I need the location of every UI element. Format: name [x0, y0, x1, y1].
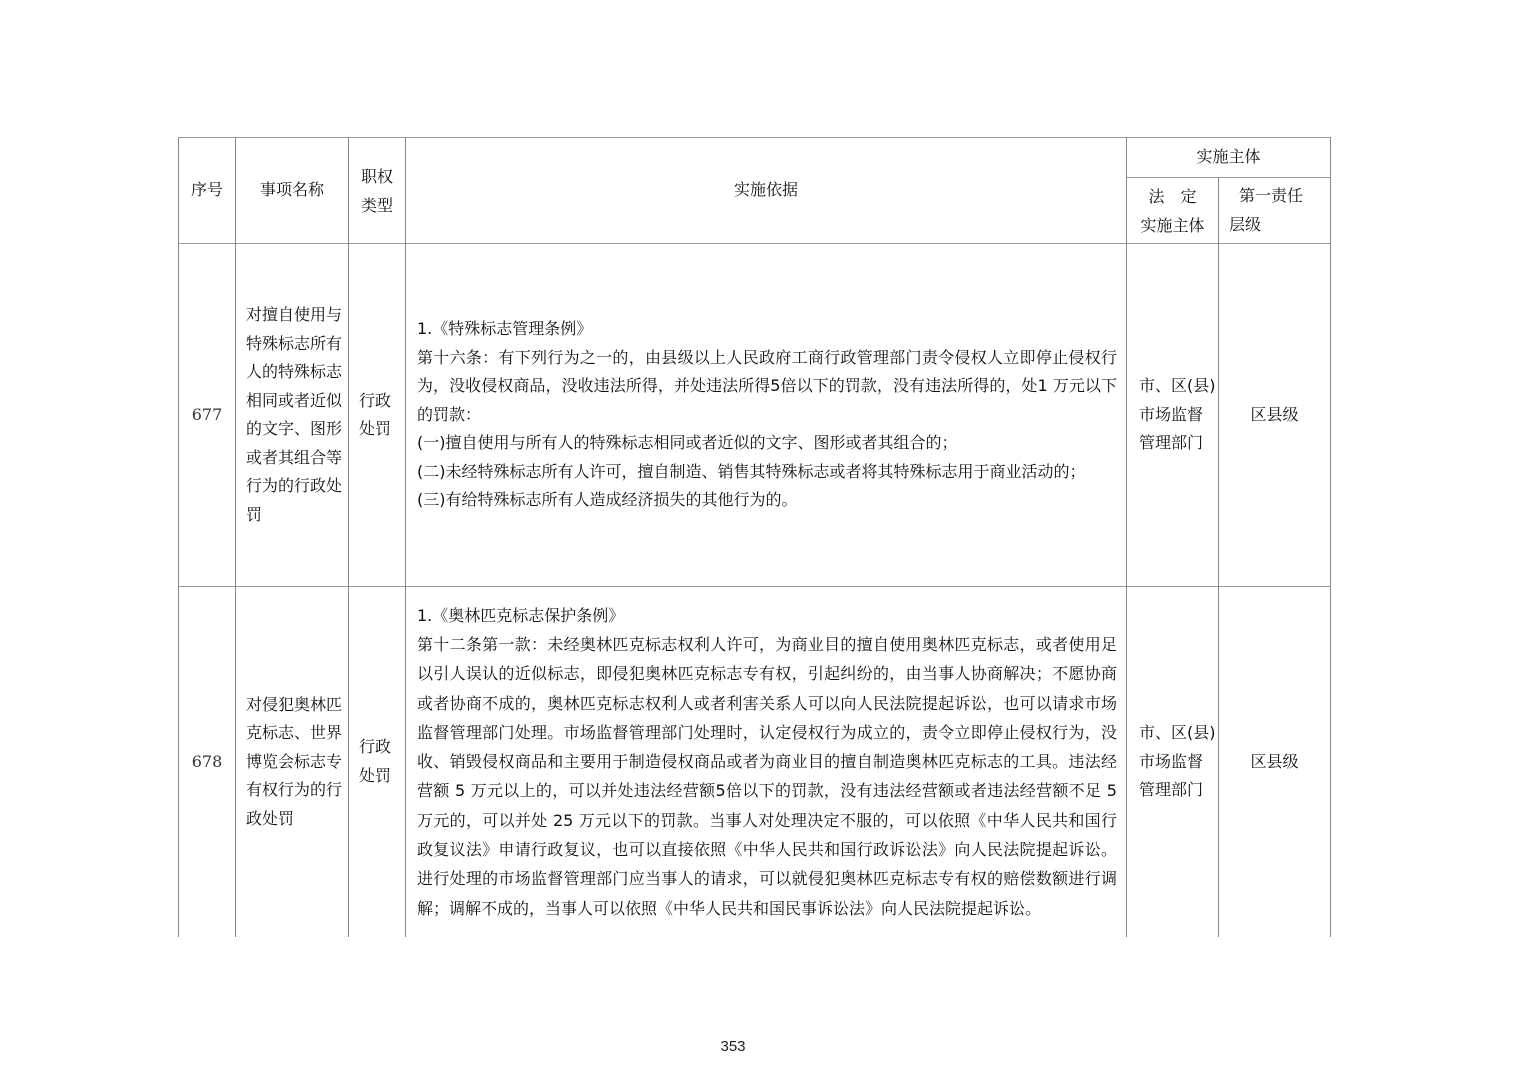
header-name: 事项名称 — [236, 138, 349, 244]
header-subject-group: 实施主体 — [1127, 138, 1331, 178]
row-type-line2: 处罚 — [359, 419, 392, 438]
row-type-line2: 处罚 — [359, 765, 392, 785]
row-type — [349, 587, 406, 937]
table-row — [179, 587, 1331, 937]
header-first-level — [1219, 178, 1331, 244]
row-subject: 市、区(县)市场监督管理部门 — [1127, 244, 1219, 587]
row-name: 对擅自使用与特殊标志所有人的特殊标志相同或者近似的文字、图形或者其组合等行为的行政处罚 — [236, 244, 349, 587]
basis-paragraph: (一)擅自使用与所有人的特殊标志相同或者近似的文字、图形或者其组合的； — [417, 433, 958, 453]
basis-paragraph: 1.《奥林匹克标志保护条例》 — [417, 605, 625, 625]
header-legal-subject-line2: 实施主体 — [1140, 215, 1205, 235]
table-row — [179, 244, 1331, 587]
row-basis — [406, 587, 1127, 937]
basis-paragraph: (二)未经特殊标志所有人许可，擅自制造、销售其特殊标志或者将其特殊标志用于商业活动的； — [417, 461, 1086, 481]
row-name: 对侵犯奥林匹克标志、世界博览会标志专有权行为的行政处罚 — [236, 587, 349, 937]
row-type — [349, 244, 406, 587]
header-first-level-line2: 层级 — [1229, 214, 1262, 234]
row-type-line1: 行政 — [359, 390, 392, 410]
row-subject: 市、区(县)市场监督管理部门 — [1127, 587, 1219, 937]
header-type-line2: 类型 — [360, 195, 393, 215]
authority-table — [178, 137, 1331, 937]
row-type-line1: 行政 — [359, 737, 392, 757]
basis-paragraph: 1.《特殊标志管理条例》 — [417, 319, 593, 339]
header-first-level-line1: 第一责任 — [1239, 186, 1304, 205]
basis-paragraph: (三)有给特殊标志所有人造成经济损失的其他行为的。 — [417, 490, 798, 510]
basis-paragraph: 第十二条第一款：未经奥林匹克标志权利人许可，为商业目的擅自使用奥林匹克标志，或者使用足以引人误认的近似标志，即侵犯奥林匹克标志专有权，引起纠纷的，由当事人协商解决；不愿协商或者协商不成的，奥林匹克标志权利人或者利害关系人可以向人民法院提起诉讼，也可以请求市场监督管理部门处理。市场监督管理部门处理时，认定侵权行为成立的，责令立即停止侵权行为，没收、销毁侵权商品和主要用于制造侵权商品或者为商业目的擅自制造奥林匹克标志的工具。违法经营额 5 万元以上的，可以并处违法经营额5倍以下的罚款，没有违法经营额或者违法经营额不足 5 万元的，可以并处 25 万元以下的罚款。当事人对处理决定不服的，可以依照《中华人民共和国行政复议法》申请行政复议，也可以直接依照《中华人民共和国行政诉讼法》向人民法院提起诉讼。进行处理的市场监督管理部门应当事人的请求，可以就侵犯奥林匹克标志专有权的赔偿数额进行调解；调解不成的，当事人可以依照《中华人民共和国民事诉讼法》向人民法院提起诉讼。 — [417, 634, 1117, 918]
row-level: 区县级 — [1219, 587, 1331, 937]
row-basis — [406, 244, 1127, 587]
header-type — [349, 138, 406, 244]
basis-paragraph: 第十六条：有下列行为之一的，由县级以上人民政府工商行政管理部门责令侵权人立即停止侵权行为，没收侵权商品，没收违法所得，并处违法所得5倍以下的罚款，没有违法所得的，处1 万元以下的罚款： — [417, 347, 1117, 424]
header-basis: 实施依据 — [406, 138, 1127, 244]
header-seq: 序号 — [179, 138, 236, 244]
row-seq: 677 — [179, 244, 236, 587]
page-number: 353 — [720, 1038, 746, 1055]
header-legal-subject — [1127, 178, 1219, 244]
row-level: 区县级 — [1219, 244, 1331, 587]
header-legal-subject-line1: 法 定 — [1148, 186, 1197, 206]
row-seq: 678 — [179, 587, 236, 937]
header-type-line1: 职权 — [360, 166, 393, 186]
